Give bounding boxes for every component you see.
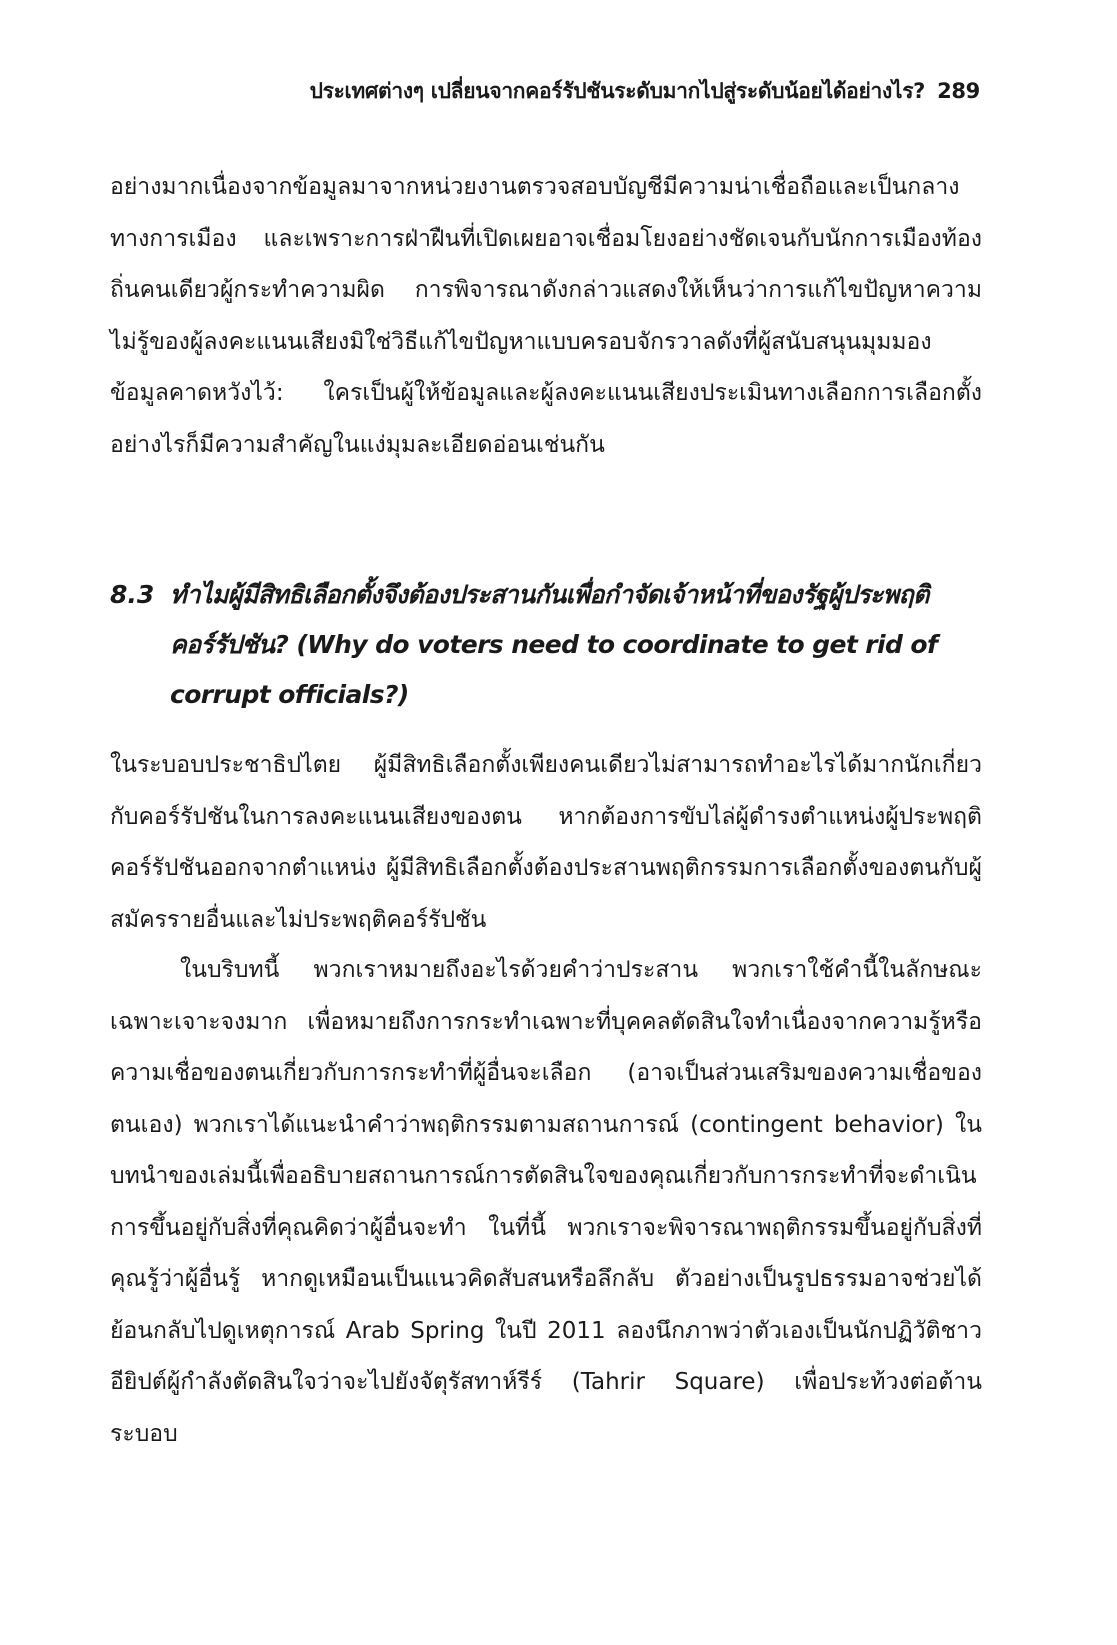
section-number: 8.3 (110, 580, 155, 609)
running-title: ประเทศต่างๆ เปลี่ยนจากคอร์รัปชันระดับมากไปสู่ระดับน้อยได้อย่างไร? (309, 79, 926, 103)
body-paragraph: ในระบอบประชาธิปไตย ผู้มีสิทธิเลือกตั้งเพียงคนเดียวไม่สามารถทำอะไรได้มากนักเกี่ยวกับคอร์รัปชันในการลงคะแนนเสียงของตน หากต้องการขับไล่ผู้ดำรงตำแหน่งผู้ประพฤติคอร์รัปชันออกจากตำแหน่ง ผู้มีสิทธิเลือกตั้งต้องประสานพฤติกรรมการเลือกตั้งของตนกับผู้สมัครรายอื่นและไม่ประพฤติคอร์รัปชัน (110, 752, 982, 933)
section-title: ทำไมผู้มีสิทธิเลือกตั้งจึงต้องประสานกันเพื่อกำจัดเจ้าหน้าที่ของรัฐผู้ประพฤติคอร์รัปชัน? (Why do voters need to coordinate to get rid of corrupt officials?) (170, 580, 938, 709)
page-number: 289 (937, 79, 980, 103)
body-paragraph: ในบริบทนี้ พวกเราหมายถึงอะไรด้วยคำว่าประสาน พวกเราใช้คำนี้ในลักษณะเฉพาะเจาะจงมาก เพื่อหมายถึงการกระทำเฉพาะที่บุคคลตัดสินใจทำเนื่องจากความรู้หรือความเชื่อของตนเกี่ยวกับการกระทำที่ผู้อื่นจะเลือก (อาจเป็นส่วนเสริมของความเชื่อของตนเอง) พวกเราได้แนะนำคำว่าพฤติกรรมตามสถานการณ์ (contingent behavior) ในบทนำของเล่มนี้เพื่ออธิบายสถานการณ์การตัดสินใจของคุณเกี่ยวกับการกระทำที่จะดำเนินการขึ้นอยู่กับสิ่งที่คุณคิดว่าผู้อื่นจะทำ ในที่นี้ พวกเราจะพิจารณาพฤติกรรมขึ้นอยู่กับสิ่งที่คุณรู้ว่าผู้อื่นรู้ หากดูเหมือนเป็นแนวคิดสับสนหรือลึกลับ ตัวอย่างเป็นรูปธรรมอาจช่วยได้ ย้อนกลับไปดูเหตุการณ์ Arab Spring ในปี 2011 ลองนึกภาพว่าตัวเองเป็นนักปฏิวัติชาวอียิปต์ผู้กำลังตัดสินใจว่าจะไปยังจัตุรัสทาห์รีร์ (Tahrir Square) เพื่อประท้วงต่อต้านระบอบ (110, 957, 982, 1447)
intro-paragraph: อย่างมากเนื่องจากข้อมูลมาจากหน่วยงานตรวจสอบบัญชีมีความน่าเชื่อถือและเป็นกลางทางการเมือง และเพราะการฝ่าฝืนที่เปิดเผยอาจเชื่อมโยงอย่างชัดเจนกับนักการเมืองท้องถิ่นคนเดียวผู้กระทำความผิด การพิจารณาดังกล่าวแสดงให้เห็นว่าการแก้ไขปัญหาความไม่รู้ของผู้ลงคะแนนเสียงมิใช่วิธีแก้ไขปัญหาแบบครอบจักรวาลดังที่ผู้สนับสนุนมุมมองข้อมูลคาดหวังไว้: ใครเป็นผู้ให้ข้อมูลและผู้ลงคะแนนเสียงประเมินทางเลือกการเลือกตั้งอย่างไรก็มีความสำคัญในแง่มุมละเอียดอ่อนเช่นกัน (110, 174, 982, 458)
section-heading (110, 570, 982, 720)
running-header (110, 76, 980, 106)
